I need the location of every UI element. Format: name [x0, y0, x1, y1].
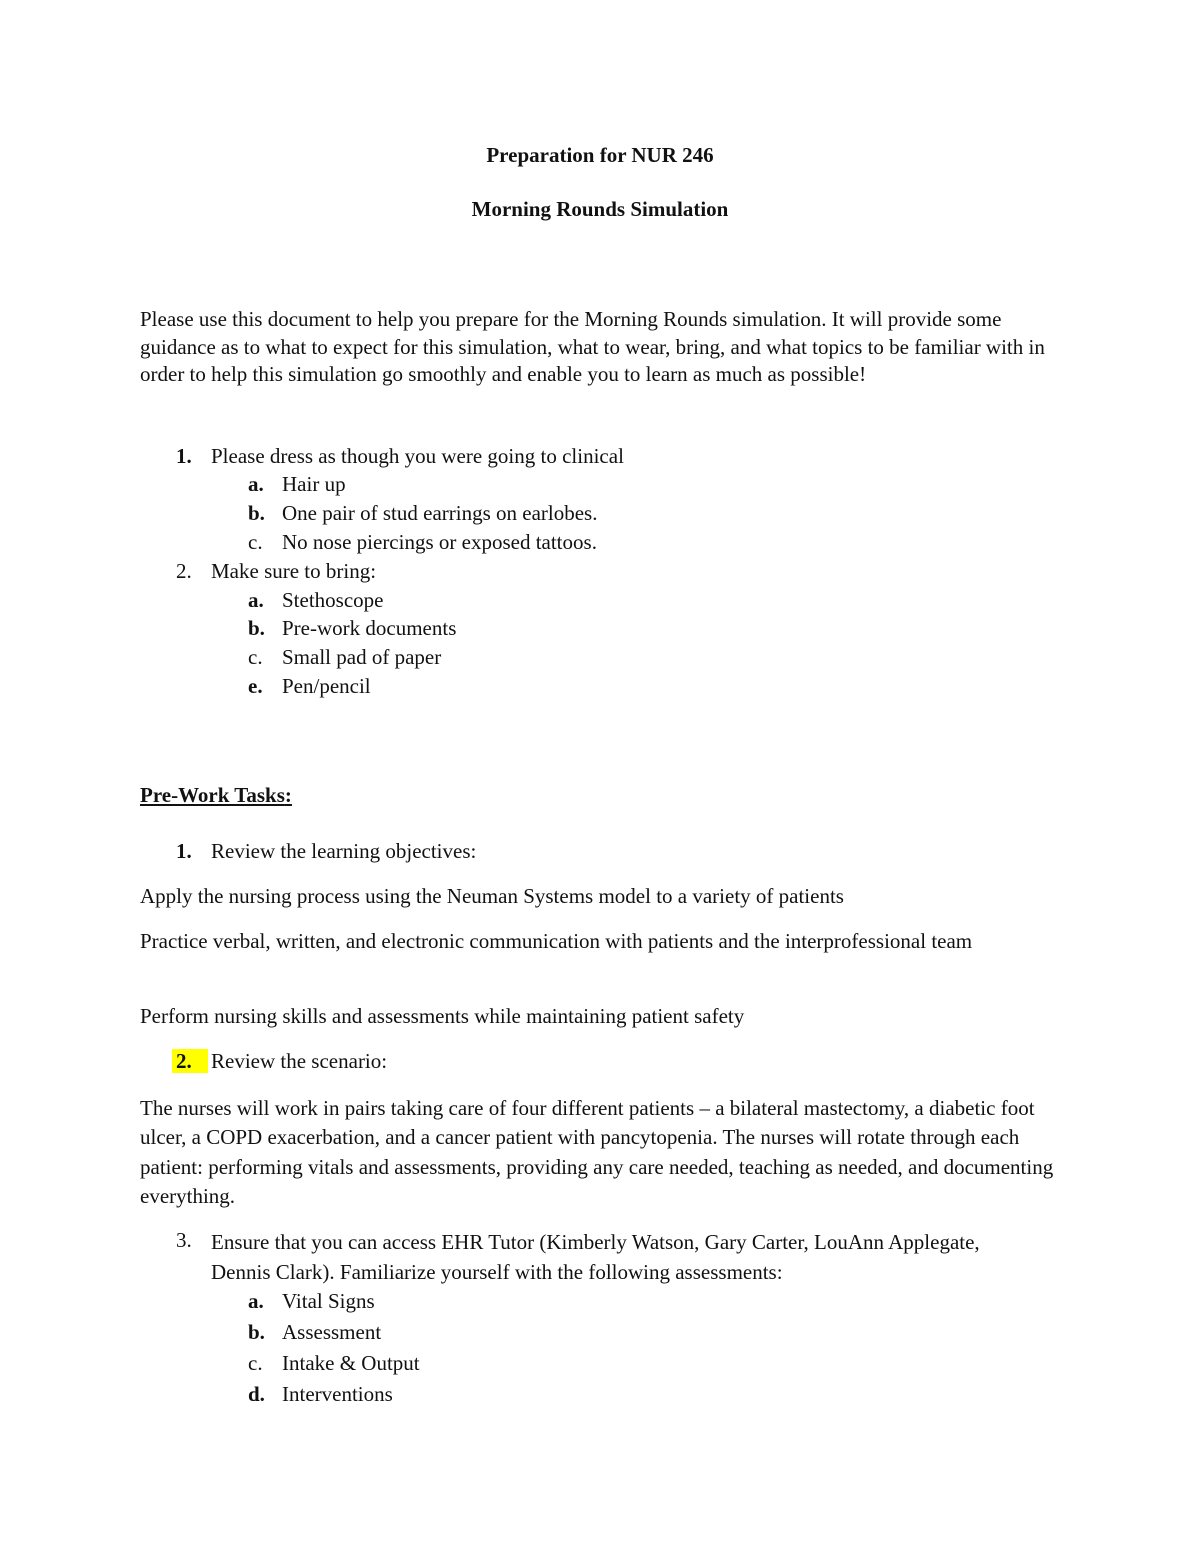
task-number: 3. [176, 1228, 192, 1252]
sub-item-prework-docs: Pre-work documents [282, 616, 457, 640]
prework-heading-text: Pre-Work Tasks [140, 783, 285, 807]
sub-item-intake-output: Intake & Output [282, 1351, 420, 1375]
sub-item-letter: c. [248, 530, 263, 554]
sub-item-letter: b. [248, 1320, 265, 1344]
objective-line: Practice verbal, written, and electronic communication with patients and the interprofessional team [140, 929, 973, 953]
sub-item-letter: d. [248, 1382, 265, 1406]
sub-item-earrings: One pair of stud earrings on earlobes. [282, 501, 598, 525]
sub-item-interventions: Interventions [282, 1382, 393, 1406]
list-item-bring: Make sure to bring: [211, 559, 377, 583]
task-ehr-tutor: Ensure that you can access EHR Tutor (Kimberly Watson, Gary Carter, LouAnn Applegate, Dennis Clark). Familiarize yourself with the following assessments: [211, 1230, 980, 1284]
document-title: Preparation for NUR 246 [486, 143, 714, 167]
sub-item-letter: e. [248, 674, 263, 698]
sub-item-letter: b. [248, 616, 265, 640]
scenario-paragraph: The nurses will work in pairs taking care of four different patients – a bilateral mastectomy, a diabetic foot ulcer, a COPD exacerbation, and a cancer patient with pancytopenia. The nurses will rotate through each patient: performing vitals and assessments, providing any care needed, teaching as needed, and documenting everything. [140, 1096, 1054, 1208]
task-number [176, 1049, 216, 1074]
prework-heading [140, 783, 292, 808]
objective-line: Perform nursing skills and assessments while maintaining patient safety [140, 1004, 745, 1028]
task-review-scenario: Review the scenario: [211, 1049, 388, 1073]
sub-item-piercings: No nose piercings or exposed tattoos. [282, 530, 597, 554]
sub-item-vital-signs: Vital Signs [282, 1289, 375, 1313]
task-review-objectives: Review the learning objectives: [211, 839, 477, 863]
task-number: 1. [176, 839, 192, 863]
sub-item-letter: a. [248, 588, 264, 612]
sub-item-assessment: Assessment [282, 1320, 382, 1344]
sub-item-stethoscope: Stethoscope [282, 588, 384, 612]
intro-paragraph: Please use this document to help you prepare for the Morning Rounds simulation. It will provide some guidance as to what to expect for this simulation, what to wear, bring, and what topics to be familiar with in order to help this simulation go smoothly and enable you to learn as much as possible! [140, 307, 1045, 386]
list-item-dress: Please dress as though you were going to clinical [211, 444, 624, 468]
sub-item-letter: a. [248, 1289, 264, 1313]
sub-item-paper: Small pad of paper [282, 645, 442, 669]
sub-item-pen: Pen/pencil [282, 674, 371, 698]
document-subtitle: Morning Rounds Simulation [471, 197, 729, 221]
sub-item-hair: Hair up [282, 472, 346, 496]
list-item-number: 2. [176, 559, 192, 583]
highlighted-number: 2. [172, 1049, 208, 1073]
sub-item-letter: a. [248, 472, 264, 496]
sub-item-letter: c. [248, 1351, 263, 1375]
objective-line: Apply the nursing process using the Neuman Systems model to a variety of patients [140, 884, 844, 908]
prework-heading-colon: : [284, 783, 292, 807]
sub-item-letter: c. [248, 645, 263, 669]
sub-item-letter: b. [248, 501, 265, 525]
list-item-number: 1. [176, 444, 192, 468]
